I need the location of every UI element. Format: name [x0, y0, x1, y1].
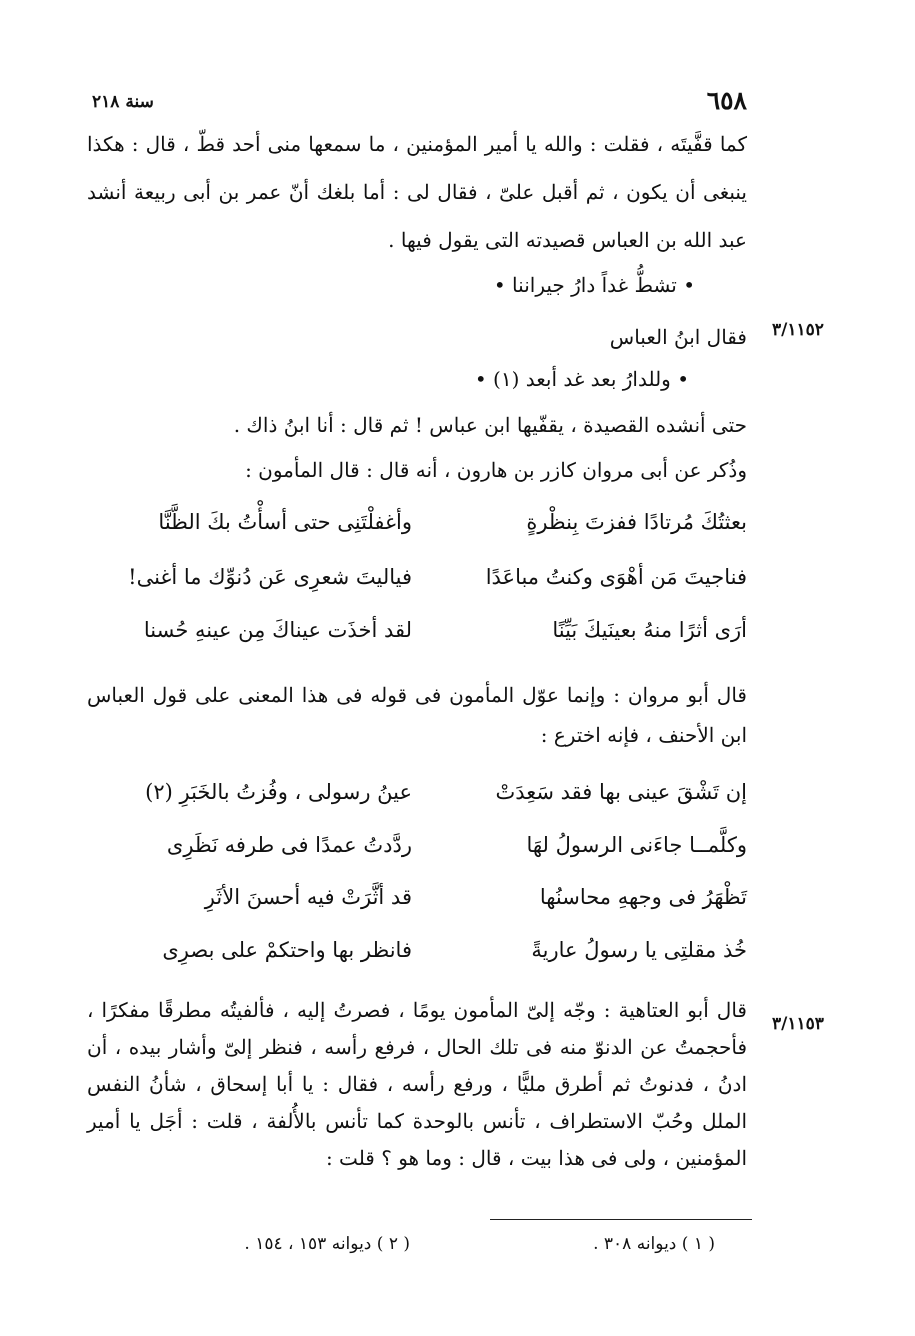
poem-2-verse-2-left: ردَّدتُ عمدًا فى طرفه نَظَرِى [166, 833, 412, 857]
quote-hemistich-2: • وللدارُ بعد غد أبعد (١) • [474, 367, 689, 391]
poem-1-verse-2-right: فناجيتَ مَن أهْوَى وكنتُ مباعَدًا [485, 565, 747, 589]
poem-1-verse-3-right: أرَى أثرًا منهُ بعينَيكَ بَيِّنًا [552, 618, 747, 642]
poem-2-verse-3-left: قد أثَّرَتْ فيه أحسنَ الأثَرِ [204, 885, 412, 909]
page-number: ٦٥٨ [706, 86, 747, 115]
poem-2-verse-1-left: عينُ رسولى ، وفُزتُ بالخَبَرِ (٢) [145, 780, 412, 804]
poem-2-verse-4-left: فانظر بها واحتكمْ على بصرِى [162, 938, 412, 962]
poem-1-verse-1-left: وأغفلْتَنِى حتى أسأْتُ بكَ الظَّنَّا [158, 510, 412, 534]
quote-hemistich-1: • تشطُّ غداً دارُ جيراننا • [493, 273, 695, 297]
poem-2-verse-4-right: خُذ مقلتِى يا رسولُ عاريةً [531, 938, 747, 962]
paragraph-3: قال أبو مروان : وإنما عوّل المأمون فى قوله فى هذا المعنى على قول العباس ابن الأحنف ، فإنه اخترع : [87, 683, 747, 747]
poem-2-verse-1-right: إن تَشْقَ عينى بها فقد سَعِدَتْ [495, 780, 747, 804]
poem-1-verse-2-left: فياليتَ شعرِى عَن دُنوِّك ما أغنى! [128, 565, 412, 589]
poem-1-verse-3-left: لقد أخذَت عيناكَ مِن عينهِ حُسنا [143, 618, 412, 642]
paragraph-2-line-2: وذُكر عن أبى مروان كازر بن هارون ، أنه قال : قال المأمون : [245, 458, 747, 482]
footnote-1: ( ١ ) ديوانه ٣٠٨ . [593, 1234, 715, 1254]
paragraph-4: قال أبو العتاهية : وجّه إلىّ المأمون يومًا ، فصرتُ إليه ، فألفيتُه مطرقًا مفكرًا ، فأحجمتُ عن الدنوّ منه فى تلك الحال ، فرفع رأسه ، فنظر إلىّ وأشار بيده ، أن ادنُ ، فدنوتُ ثم أطرق مليًّا ، ورفع رأسه ، فقال : يا أبا إسحاق ، شأنُ النفس الملل وحُبّ الاستطراف ، تأنس بالوحدة كما تأنس بالأُلفة ، قلت : أجَل يا أمير المؤمنين ، ولى فى هذا بيت ، قال : وما هو ؟ قلت : [87, 998, 747, 1170]
poem-2-verse-3-right: تَظْهَرُ فى وجههِ محاسنُها [539, 885, 747, 909]
footnote-separator [490, 1219, 752, 1220]
section-marker-1152: ٣/١١٥٢ [772, 320, 824, 340]
footnote-2: ( ٢ ) ديوانه ١٥٣ ، ١٥٤ . [244, 1234, 410, 1254]
running-header-year: سنة ٢١٨ [92, 92, 154, 112]
paragraph-2-line-1: حتى أنشده القصيدة ، يقفّيها ابن عباس ! ثم قال : أنا ابنُ ذاك . [233, 413, 747, 437]
poem-1-verse-1-right: بعثتُكَ مُرتادًا ففزتَ بِنظْرةٍ [526, 510, 747, 534]
paragraph-1: كما قفَّيتَه ، فقلت : والله يا أمير المؤمنين ، ما سمعها منى أحد قطّ ، قال : هكذا ينبغى أن يكون ، ثم أقبل علىّ ، فقال لى : أما بلغك أنّ عمر بن أبى ربيعة أنشد عبد الله بن العباس قصيدته التى يقول فيها . [87, 132, 747, 252]
section-marker-1153: ٣/١١٥٣ [772, 1014, 824, 1034]
section-1152-line: فقال ابنُ العباس [609, 325, 747, 349]
poem-2-verse-2-right: وكلَّمــا جاءَنى الرسولُ لهَا [526, 833, 747, 857]
